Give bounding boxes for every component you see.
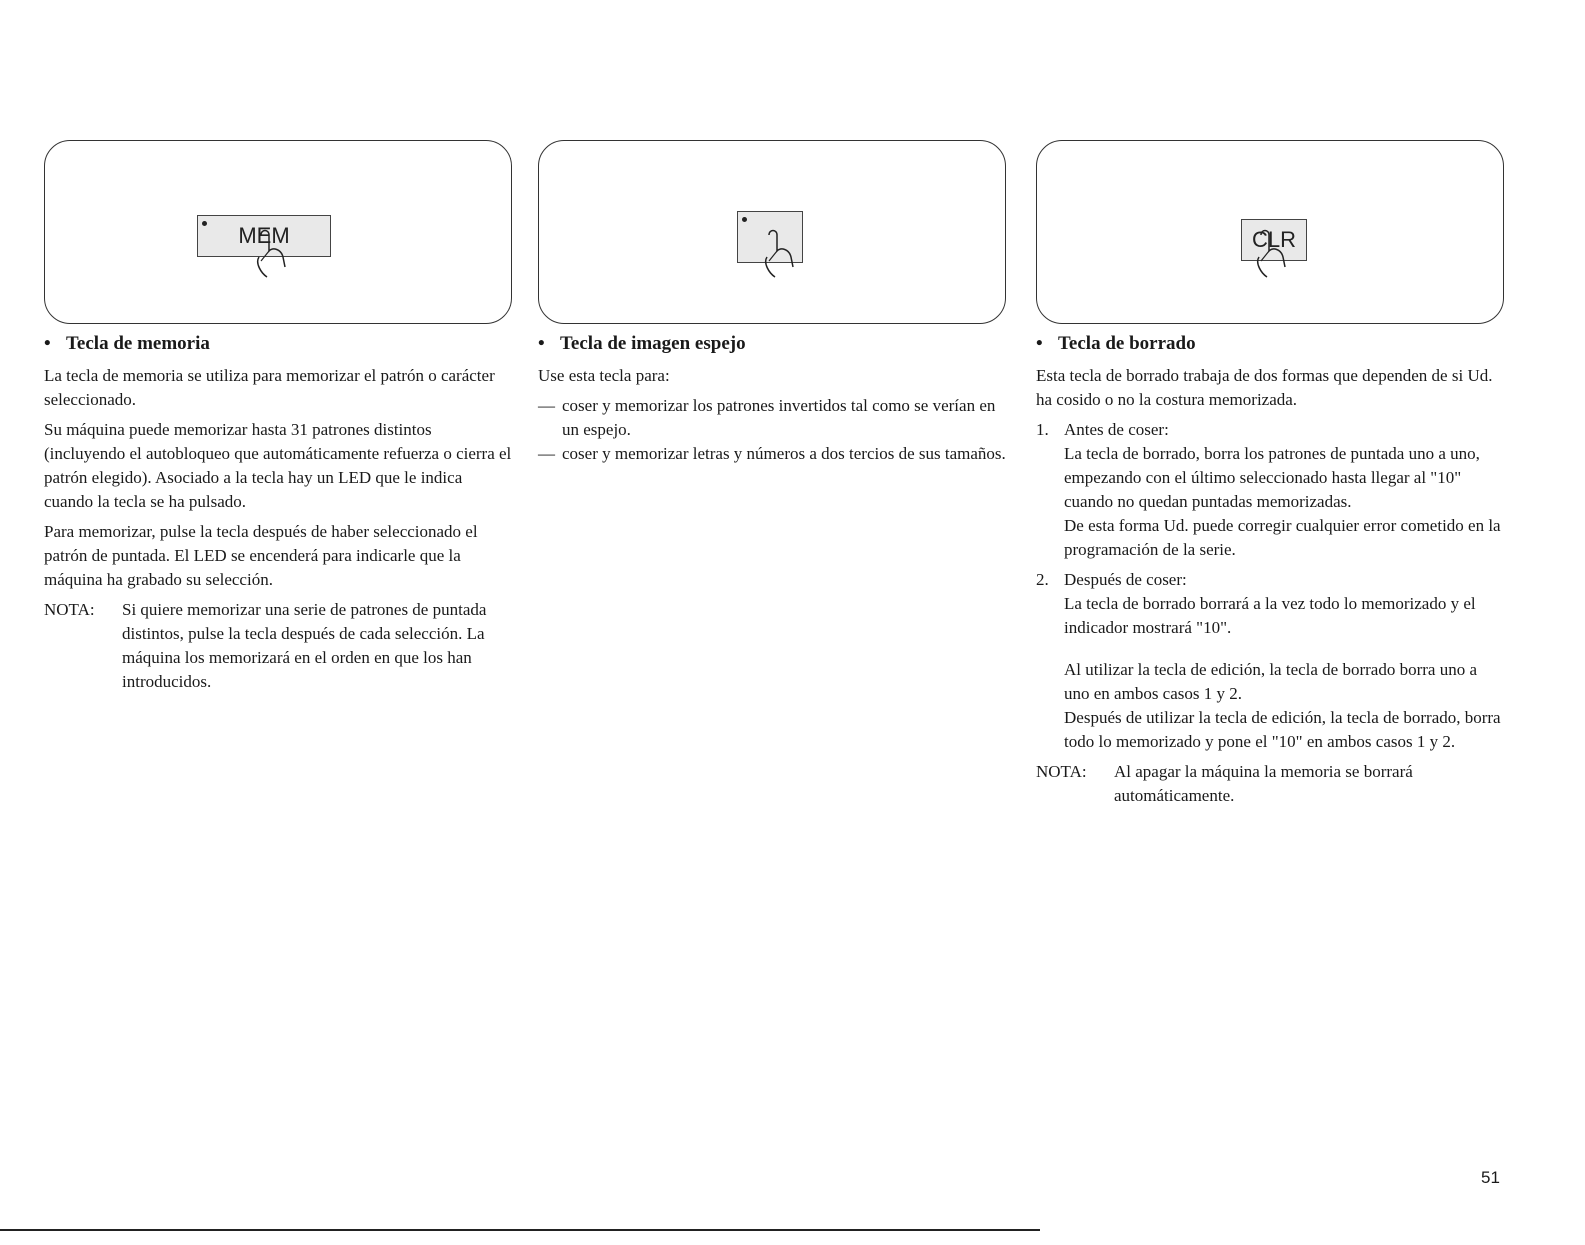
note-text: Al apagar la máquina la memoria se borrará automáticamente. <box>1114 762 1413 805</box>
mirror-intro: Use esta tecla para: <box>538 366 670 385</box>
step-text: La tecla de borrado, borra los patrones de puntada uno a uno, empezando con el último seleccionado hasta llegar al "10" cuando no quedan puntadas memorizadas. <box>1064 444 1480 511</box>
mem-key-label: MEM <box>238 223 290 248</box>
finger-press-icon <box>1253 227 1293 283</box>
led-indicator-icon <box>202 221 207 226</box>
note-text: Si quiere memorizar una serie de patrones de puntada distintos, pulse la tecla después de cada selección. La máquina los memorizará en el orden en que los han introducidos. <box>122 600 487 691</box>
memory-heading: • Tecla de memoria <box>44 333 210 354</box>
mirror-heading: • Tecla de imagen espejo <box>538 333 746 354</box>
step-title: Antes de coser: <box>1064 420 1169 439</box>
clear-key-illustration-panel <box>1036 140 1504 324</box>
list-item: — coser y memorizar los patrones invertidos tal como se verían en un espejo. <box>538 394 1006 442</box>
step-text: La tecla de borrado borrará a la vez todo lo memorizado y el indicador mostrará "10". <box>1064 594 1476 637</box>
memory-note <box>44 598 512 694</box>
finger-press-icon <box>253 227 293 283</box>
finger-press-icon <box>761 227 801 283</box>
clear-step-1 <box>1036 418 1504 562</box>
memory-key-section <box>44 140 512 694</box>
note-label: NOTA: <box>1036 762 1087 781</box>
memory-paragraph-1: La tecla de memoria se utiliza para memorizar el patrón o carácter seleccionado. <box>44 366 495 409</box>
edit-paragraph-2: Después de utilizar la tecla de edición, la tecla de borrado, borra todo lo memorizado y pone el "10" en ambos casos 1 y 2. <box>1064 708 1501 751</box>
mirror-item-2: coser y memorizar letras y números a dos tercios de sus tamaños. <box>562 444 1006 463</box>
clear-heading: • Tecla de borrado <box>1036 333 1196 354</box>
memory-paragraph-2: Su máquina puede memorizar hasta 31 patrones distintos (incluyendo el autobloqueo que automáticamente refuerza o cierra el patrón elegido). Asociado a la tecla hay un LED que le indica cuando la tecla se ha pulsado. <box>44 420 512 511</box>
step-title: Después de coser: <box>1064 570 1187 589</box>
step-number: 2. <box>1036 570 1049 589</box>
led-indicator-icon <box>742 217 747 222</box>
mirror-item-1: coser y memorizar los patrones invertidos tal como se verían en un espejo. <box>562 396 996 439</box>
memory-key-illustration-panel <box>44 140 512 324</box>
clr-key-label: CLR <box>1251 227 1296 252</box>
bottom-rule <box>0 1229 1040 1231</box>
memory-paragraph-3: Para memorizar, pulse la tecla después de haber seleccionado el patrón de puntada. El LED se encenderá para indicarle que la máquina ha grabado su selección. <box>44 522 478 589</box>
clear-key-section <box>1036 140 1504 808</box>
step-text: De esta forma Ud. puede corregir cualquier error cometido en la programación de la serie. <box>1064 516 1501 559</box>
mirror-key-section <box>538 140 1006 466</box>
note-label: NOTA: <box>44 600 95 619</box>
list-item: — coser y memorizar letras y números a dos tercios de sus tamaños. <box>538 442 1006 466</box>
step-number: 1. <box>1036 420 1049 439</box>
page-number: 51 <box>1481 1168 1500 1187</box>
clear-note <box>1036 760 1504 808</box>
clear-intro: Esta tecla de borrado trabaja de dos formas que dependen de si Ud. ha cosido o no la costura memorizada. <box>1036 366 1493 409</box>
clear-step-2 <box>1036 568 1504 640</box>
edit-paragraph-1: Al utilizar la tecla de edición, la tecla de borrado borra uno a uno en ambos casos 1 y 2. <box>1064 660 1478 703</box>
mirror-key-illustration-panel <box>538 140 1006 324</box>
